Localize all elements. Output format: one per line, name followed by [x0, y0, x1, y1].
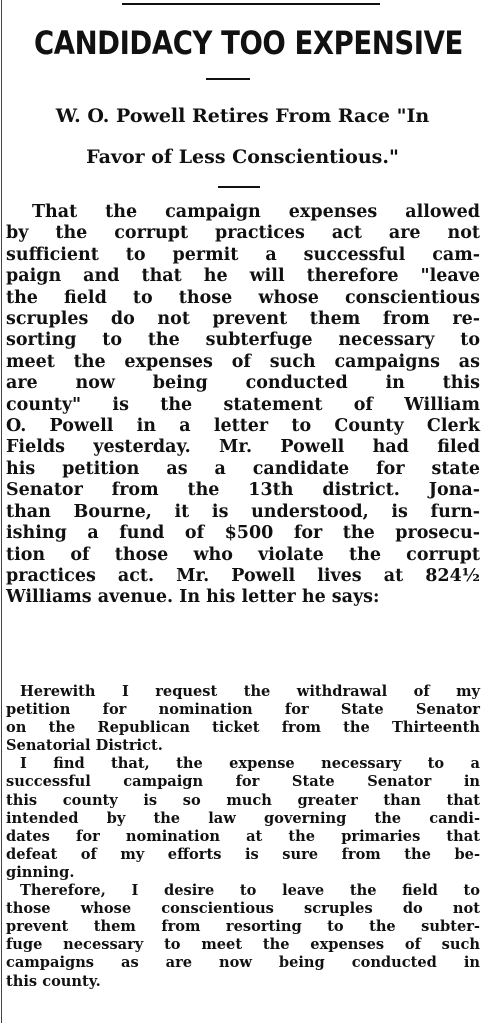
- deck-divider: [218, 186, 260, 188]
- letter-line: those whose conscientious scruples do not: [6, 900, 480, 918]
- body-line: Fields yesterday. Mr. Powell had filed: [6, 437, 480, 458]
- letter-line: campaigns as are now being conducted in: [6, 954, 480, 972]
- body-line: scruples do not prevent them from re-: [6, 309, 480, 330]
- body-line: county" is the statement of William: [6, 394, 480, 415]
- letter-line: this county.: [6, 972, 101, 990]
- body-line: tion of those who violate the corrupt: [6, 544, 480, 565]
- body-line: ishing a fund of $500 for the prosecu-: [6, 523, 480, 544]
- body-line: O. Powell in a letter to County Clerk: [6, 416, 480, 437]
- body-line: That the campaign expenses allowed: [32, 202, 480, 222]
- body-line: meet the expenses of such campaigns as: [6, 351, 480, 372]
- top-rule: [122, 3, 380, 5]
- letter-line: successful campaign for State Senator in: [6, 773, 480, 791]
- letter-line: prevent them from resorting to the subter-: [6, 918, 480, 936]
- body-line: than Bourne, it is understood, is furn-: [6, 501, 480, 522]
- article-body: [6, 202, 480, 609]
- letter-line: petition for nomination for State Senator: [6, 701, 480, 719]
- deck-line: Favor of Less Conscientious.": [86, 146, 399, 168]
- letter-line: intended by the law governing the candi-: [6, 809, 480, 827]
- column-rule: [1, 0, 2, 1023]
- letter-line: on the Republican ticket from the Thirteenth: [6, 719, 480, 737]
- letter-line: Therefore, I desire to leave the field to: [20, 882, 480, 900]
- body-line: by the corrupt practices act are not: [6, 223, 480, 244]
- body-line: paign and that he will therefore "leave: [6, 266, 480, 287]
- deck: [4, 96, 481, 178]
- letter-line: defeat of my efforts is sure from the be-: [6, 845, 480, 863]
- body-line: the field to those whose conscientious: [6, 287, 480, 308]
- quoted-letter: [6, 683, 480, 991]
- body-line: Senator from the 13th district. Jona-: [6, 480, 480, 501]
- body-line: are now being conducted in this: [6, 373, 480, 394]
- letter-line: Senatorial District.: [6, 737, 163, 755]
- deck-line: W. O. Powell Retires From Race "In: [55, 105, 430, 127]
- body-line: sufficient to permit a successful cam-: [6, 244, 480, 265]
- letter-line: dates for nomination at the primaries that: [6, 827, 480, 845]
- letter-line: ginning.: [6, 863, 75, 881]
- headline: CANDIDACY TOO EXPENSIVE: [33, 24, 463, 62]
- letter-line: fuge necessary to meet the expenses of such: [6, 936, 480, 954]
- body-line: practices act. Mr. Powell lives at 824½: [6, 565, 480, 586]
- body-line: his petition as a candidate for state: [6, 458, 480, 479]
- letter-line: this county is so much greater than that: [6, 791, 480, 809]
- body-line: Williams avenue. In his letter he says:: [6, 587, 380, 608]
- headline-divider: [206, 78, 250, 80]
- letter-line: Herewith I request the withdrawal of my: [20, 683, 480, 700]
- body-line: sorting to the subterfuge necessary to: [6, 330, 480, 351]
- letter-line: I find that, the expense necessary to a: [20, 755, 480, 773]
